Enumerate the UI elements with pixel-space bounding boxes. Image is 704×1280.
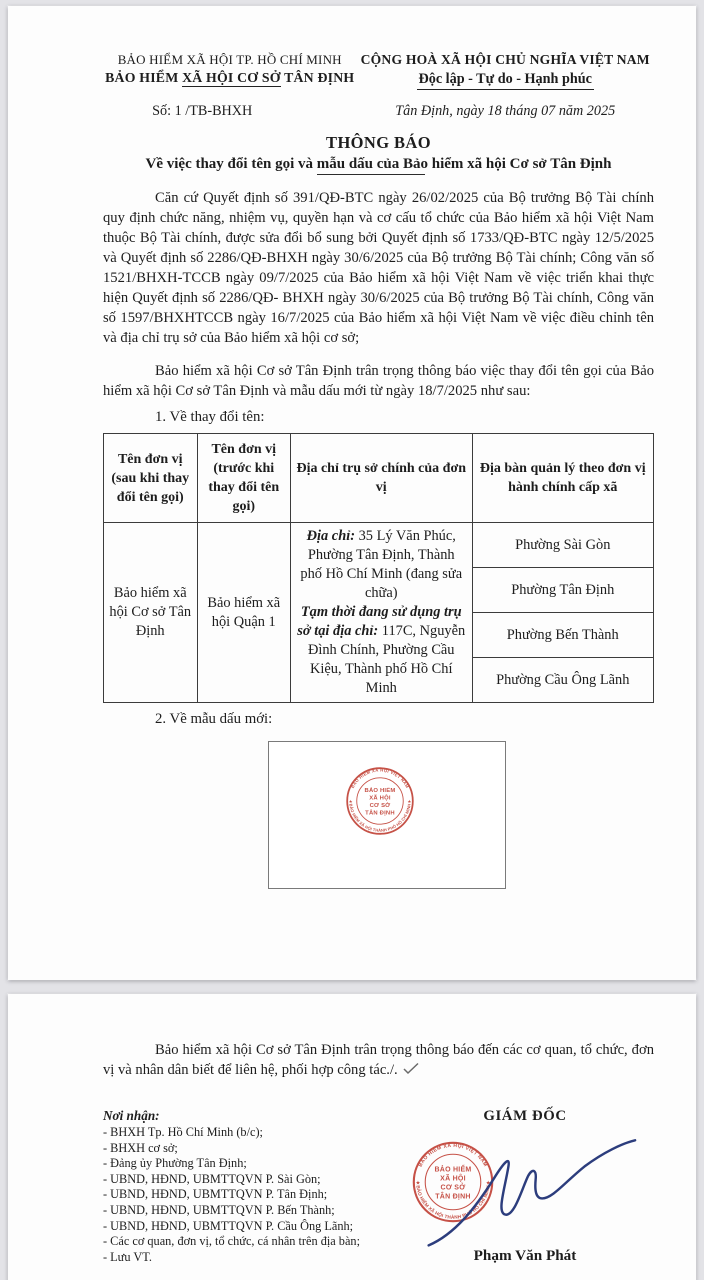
recipients-block: [103, 1108, 396, 1265]
cell-ward: Phường Sài Gòn: [472, 523, 654, 568]
recipient-item: - BHXH cơ sở;: [103, 1140, 178, 1155]
issuing-authority-name: [103, 70, 356, 86]
recipients-label: Nơi nhận:: [103, 1108, 160, 1123]
address-temp-label: Tạm thời đang sử dụng trụ sở tại địa chỉ:: [297, 604, 462, 639]
stamp-star-left: ★: [415, 1180, 421, 1187]
header-address: Địa chỉ trụ sở chính của đơn vị: [291, 434, 473, 523]
cell-new-name: Bảo hiểm xã hội Cơ sở Tân Định: [104, 523, 198, 703]
recipient-item: - Lưu VT.: [103, 1249, 152, 1264]
section-2-heading: 2. Về mẫu dấu mới:: [155, 711, 273, 727]
recipient-item: - UBND, HĐND, UBMTTQVN P. Bến Thành;: [103, 1202, 335, 1217]
signature-block: [396, 1108, 654, 1265]
stamp-center-line3: CƠ SỞ: [440, 1184, 466, 1192]
cell-ward: Phường Tân Định: [472, 568, 654, 613]
signer-name: Phạm Văn Phát: [473, 1247, 577, 1264]
document-number: Số: 1 /TB-BHXH: [152, 103, 253, 119]
legal-basis-paragraph: Căn cứ Quyết định số 391/QĐ-BTC ngày 26/02/2025 của Bộ trưởng Bộ Tài chính quy định chức năng, nhiệm vụ, quyền hạn và cơ cấu tổ chức của Bảo hiểm xã hội Việt Nam thuộc Bộ Tài chính, được sửa đổi bổ sung bởi Quyết định số 1733/QĐ-BTC ngày 12/5/2025 và Quyết định số 2286/QĐ-BHXH ngày 30/6/2025 của Bộ trưởng Bộ Tài chính; Công văn số 1521/BHXH-TCCB ngày 09/7/2025 của Bảo hiểm xã hội Việt Nam về việc triển khai thực hiện Quyết định số 2286/QĐ- BHXH ngày 30/6/2025 của Bộ trưởng Bộ Tài chính, Công văn số 1597/BHXHTCCB ngày 16/7/2025 của Bảo hiểm xã hội Việt Nam về việc điều chỉnh tên và địa chỉ trụ sở của Bảo hiểm xã hội cơ sở;: [103, 190, 654, 346]
name-change-table: [103, 433, 654, 703]
issuing-authority-block: [103, 52, 356, 120]
stamp-and-signature: [396, 1125, 654, 1251]
national-motto-text: Độc lập - Tự do - Hạnh phúc: [417, 71, 594, 90]
announcement-paragraph: Bảo hiểm xã hội Cơ sở Tân Định trân trọng thông báo việc thay đổi tên gọi của Bảo hiểm xã hội Cơ sở Tân Định và mẫu dấu mới từ ngày 18/7/2025 như sau:: [103, 363, 654, 399]
recipient-item: - UBND, HĐND, UBMTTQVN P. Sài Gòn;: [103, 1171, 321, 1186]
recipient-item: - Các cơ quan, đơn vị, tổ chức, cá nhân trên địa bàn;: [103, 1234, 360, 1249]
stamp-star-right: ★: [485, 1180, 491, 1187]
table-header-row: [104, 434, 654, 523]
stamp-center-line2: XÃ HỘI: [440, 1175, 466, 1183]
document-footer: [103, 1108, 654, 1265]
signer-title: GIÁM ĐỐC: [483, 1108, 567, 1124]
parent-authority-name: BẢO HIỂM XÃ HỘI TP. HỒ CHÍ MINH: [117, 52, 342, 67]
handwritten-check-icon: [402, 1062, 420, 1075]
address-main-text: 35 Lý Văn Phúc, Phường Tân Định, Thành phố Hồ Chí Minh (đang sửa chữa): [300, 528, 463, 601]
stamp-star-right: ★: [407, 799, 412, 805]
recipient-item: - UBND, HĐND, UBMTTQVN P. Cầu Ông Lãnh;: [103, 1218, 354, 1233]
section-1-heading: 1. Về thay đổi tên:: [155, 409, 265, 425]
document-subject: Về việc thay đổi tên gọi và mẫu dấu của Bảo hiểm xã hội Cơ sở Tân Định: [145, 156, 612, 172]
stamp-arc-bottom-text: BẢO HIỂM XÃ HỘI THÀNH PHỐ HỒ CHÍ MINH: [348, 803, 412, 833]
recipient-item: - UBND, HĐND, UBMTTQVN P. Tân Định;: [103, 1187, 328, 1202]
cell-old-name: Bảo hiểm xã hội Quận 1: [197, 523, 291, 703]
org-name-prefix: BẢO HIỂM: [105, 70, 183, 85]
closing-paragraph: [103, 1040, 654, 1080]
address-main: [296, 527, 467, 603]
place-and-date: Tân Định, ngày 18 tháng 07 năm 2025: [395, 103, 616, 119]
address-temp-text: 117C, Nguyễn Đình Chính, Phường Cầu Kiệu, Thành phố Hồ Chí Minh: [307, 623, 466, 696]
stamp-arc-top-text: BẢO HIỂM XÃ HỘI VIỆT NAM: [349, 767, 411, 789]
org-name-suffix: TÂN ĐỊNH: [280, 70, 355, 85]
stamp-arc-bottom-text: BẢO HIỂM XÃ HỘI THÀNH PHỐ HỒ CHÍ MINH: [414, 1185, 492, 1221]
document-page-1: [8, 6, 696, 980]
stamp-center-line4: TÂN ĐỊNH: [435, 1193, 471, 1201]
stamp-center-line4: TÂN ĐỊNH: [365, 810, 395, 817]
org-name-underlined: XÃ HỘI CƠ SỞ: [182, 70, 281, 85]
stamp-center-line2: XÃ HỘI: [369, 795, 391, 802]
document-title: THÔNG BÁO: [326, 133, 431, 152]
header-admin-area: Địa bàn quản lý theo đơn vị hành chính cấp xã: [472, 434, 654, 523]
subject-underline-rule: [317, 174, 425, 175]
cell-ward: Phường Cầu Ông Lãnh: [472, 658, 654, 703]
new-stamp-specimen-box: [268, 741, 506, 889]
closing-text: Bảo hiểm xã hội Cơ sở Tân Định trân trọng thông báo đến các cơ quan, tổ chức, đơn vị và nhân dân biết để liên hệ, phối hợp công tác./.: [103, 1042, 654, 1078]
recipient-item: - BHXH Tp. Hồ Chí Minh (b/c);: [103, 1125, 263, 1139]
handwritten-signature-icon: [410, 1129, 650, 1251]
svg-text:BẢO HIỂM XÃ HỘI VIỆT NAM: [350, 768, 410, 790]
table-row: [104, 523, 654, 568]
stamp-center-line1: BẢO HIỂM: [364, 788, 396, 795]
national-motto: [356, 70, 654, 90]
recipient-item: - Đảng ủy Phường Tân Định;: [103, 1156, 247, 1171]
stamp-center-line3: CƠ SỞ: [369, 803, 391, 810]
stamp-star-left: ★: [348, 799, 353, 805]
stamp-arc-top-text: BẢO HIỂM XÃ HỘI VIỆT NAM: [417, 1142, 489, 1169]
cell-address: [291, 523, 473, 703]
cell-ward: Phường Bến Thành: [472, 613, 654, 658]
header-new-name: Tên đơn vị (sau khi thay đổi tên gọi): [104, 434, 198, 523]
official-round-stamp-icon: [339, 760, 421, 842]
national-title: CỘNG HOÀ XÃ HỘI CHỦ NGHĨA VIỆT NAM: [360, 52, 650, 67]
address-temporary: [296, 603, 467, 698]
address-main-label: Địa chỉ:: [306, 528, 355, 544]
document-page-2: [8, 994, 696, 1280]
stamp-center-line1: BẢO HIỂM: [434, 1166, 472, 1174]
document-header: [103, 52, 654, 120]
header-old-name: Tên đơn vị (trước khi thay đổi tên gọi): [197, 434, 291, 523]
national-motto-block: [356, 52, 654, 120]
